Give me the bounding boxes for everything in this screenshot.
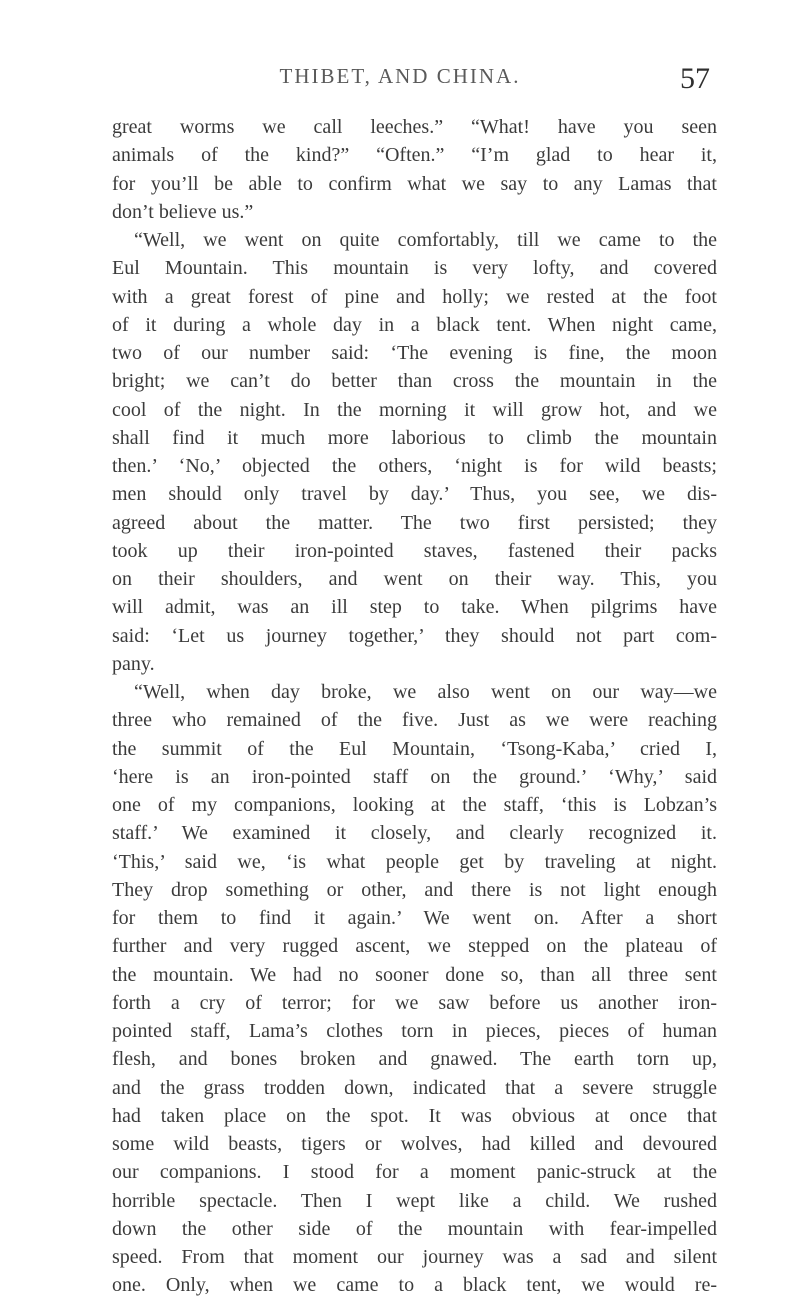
text-line: three who remained of the five. Just as we were reaching bbox=[112, 709, 717, 732]
text-line: staff.’ We examined it closely, and clearly recognized it. bbox=[112, 822, 717, 845]
text-line: Eul Mountain. This mountain is very lofty, and covered bbox=[112, 257, 717, 280]
text-line: on their shoulders, and went on their way. This, you bbox=[112, 568, 717, 590]
text-line: our companions. I stood for a moment panic-struck at the bbox=[112, 1161, 717, 1184]
text-line: took up their iron-pointed staves, fastened their packs bbox=[112, 539, 717, 562]
text-line: further and very rugged ascent, we stepped on the plateau of bbox=[112, 935, 717, 958]
text-line: had taken place on the spot. It was obvious at once that bbox=[112, 1104, 717, 1127]
text-line: don’t believe us.” bbox=[112, 200, 254, 223]
text-line: pany. bbox=[112, 652, 155, 675]
text-line: one. Only, when we came to a black tent, we would re- bbox=[112, 1274, 717, 1297]
running-head bbox=[0, 62, 800, 102]
text-line: down the other side of the mountain with fear-impelled bbox=[112, 1217, 717, 1240]
text-line: one of my companions, looking at the staff, ‘this is Lobzan’s bbox=[112, 794, 717, 816]
text-line: the summit of the Eul Mountain, ‘Tsong-Kaba,’ cried I, bbox=[112, 737, 717, 760]
text-line: pointed staff, Lama’s clothes torn in pieces, pieces of human bbox=[112, 1020, 717, 1042]
text-line: two of our number said: ‘The evening is fine, the moon bbox=[112, 342, 717, 364]
text-line: agreed about the matter. The two first persisted; they bbox=[112, 511, 717, 534]
text-line: with a great forest of pine and holly; we rested at the foot bbox=[112, 285, 717, 308]
text-line: flesh, and bones broken and gnawed. The earth torn up, bbox=[112, 1048, 717, 1071]
text-line: cool of the night. In the morning it will grow hot, and we bbox=[112, 398, 717, 421]
text-line: ‘here is an iron-pointed staff on the ground.’ ‘Why,’ said bbox=[112, 765, 717, 788]
text-line: ‘This,’ said we, ‘is what people get by traveling at night. bbox=[112, 850, 717, 873]
text-line: the mountain. We had no sooner done so, than all three sent bbox=[112, 963, 717, 986]
text-line: of it during a whole day in a black tent. When night came, bbox=[112, 313, 717, 336]
text-line: horrible spectacle. Then I wept like a child. We rushed bbox=[112, 1189, 717, 1212]
text-line: some wild beasts, tigers or wolves, had killed and devoured bbox=[112, 1133, 717, 1155]
running-head-title: THIBET, AND CHINA. bbox=[279, 64, 521, 88]
text-line: then.’ ‘No,’ objected the others, ‘night is for wild beasts; bbox=[112, 455, 717, 477]
text-line: animals of the kind?” “Often.” “I’m glad to hear it, bbox=[112, 144, 717, 167]
text-line: shall find it much more laborious to climb the mountain bbox=[112, 426, 717, 449]
text-line: great worms we call leeches.” “What! have you seen bbox=[112, 116, 717, 138]
text-line: bright; we can’t do better than cross the mountain in the bbox=[112, 370, 717, 393]
text-line: They drop something or other, and there is not light enough bbox=[112, 878, 717, 901]
text-line: and the grass trodden down, indicated that a severe struggle bbox=[112, 1076, 717, 1099]
text-line: forth a cry of terror; for we saw before us another iron- bbox=[112, 991, 717, 1014]
text-line: speed. From that moment our journey was a sad and silent bbox=[112, 1246, 717, 1268]
text-line: for you’ll be able to confirm what we say to any Lamas that bbox=[112, 172, 717, 195]
text-line: “Well, we went on quite comfortably, till we came to the bbox=[134, 229, 717, 251]
text-line: will admit, was an ill step to take. When pilgrims have bbox=[112, 596, 717, 619]
text-line: “Well, when day broke, we also went on our way—we bbox=[134, 681, 717, 703]
text-line: said: ‘Let us journey together,’ they should not part com- bbox=[112, 624, 717, 647]
text-line: men should only travel by day.’ Thus, you see, we dis- bbox=[112, 483, 717, 506]
page-number: 57 bbox=[680, 62, 710, 95]
text-line: for them to find it again.’ We went on. After a short bbox=[112, 907, 717, 929]
body-text bbox=[112, 113, 717, 1300]
